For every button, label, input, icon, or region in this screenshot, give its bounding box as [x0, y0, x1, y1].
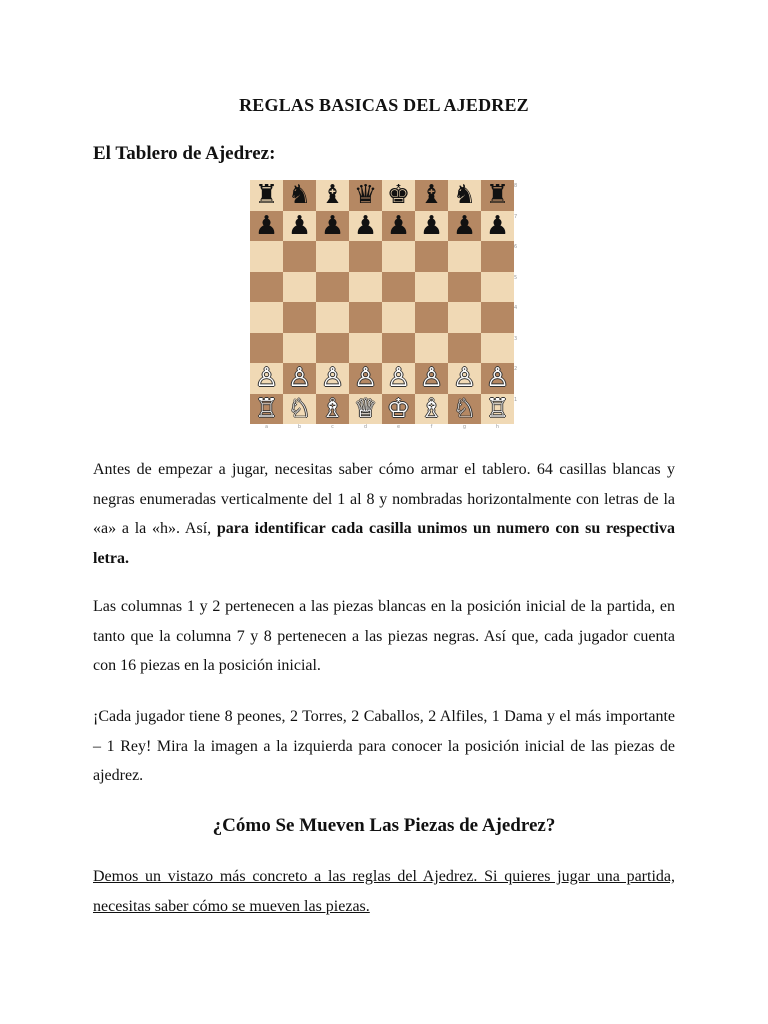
chess-piece-icon: ♟	[452, 210, 477, 241]
rank-label: 2	[514, 366, 518, 372]
board-square-g3	[448, 333, 481, 364]
board-square-d6	[349, 241, 382, 272]
file-labels	[250, 424, 514, 430]
board-square-d5	[349, 272, 382, 303]
rank-labels	[514, 180, 520, 424]
section-heading: El Tablero de Ajedrez:	[93, 143, 276, 164]
board-square-b1	[283, 394, 316, 425]
board-square-h3	[481, 333, 514, 364]
chess-piece-icon: ♙	[485, 363, 510, 394]
board-square-a6	[250, 241, 283, 272]
board-square-c3	[316, 333, 349, 364]
file-label: a	[264, 424, 269, 430]
file-label: e	[396, 424, 401, 430]
chess-piece-icon: ♗	[320, 393, 345, 424]
file-label: h	[495, 424, 500, 430]
paragraph-moves-intro: Demos un vistazo más concreto a las reglas del Ajedrez. Si quieres jugar una partida, necesitas saber cómo se mueven las piezas.	[93, 868, 675, 915]
board-square-e1	[382, 394, 415, 425]
document-title: REGLAS BASICAS DEL AJEDREZ	[239, 95, 529, 115]
board-square-h4	[481, 302, 514, 333]
board-square-b7	[283, 211, 316, 242]
board-square-a7	[250, 211, 283, 242]
chess-piece-icon: ♙	[386, 363, 411, 394]
chess-piece-icon: ♟	[254, 210, 279, 241]
chess-piece-icon: ♙	[287, 363, 312, 394]
board-square-c4	[316, 302, 349, 333]
chess-piece-icon: ♕	[353, 393, 378, 424]
p1-text-c: . 64 casillas blancas y negras enumeradas verticalmente del 1 al 8 y nombradas horizontalmente con letras de la «a» a la «h». Así,	[93, 461, 675, 537]
chess-piece-icon: ♚	[386, 180, 411, 211]
board-square-g2	[448, 363, 481, 394]
board-square-a2	[250, 363, 283, 394]
board-square-c1	[316, 394, 349, 425]
board-square-b3	[283, 333, 316, 364]
board-square-a1	[250, 394, 283, 425]
chess-piece-icon: ♝	[419, 180, 444, 211]
board-square-d7	[349, 211, 382, 242]
board-square-d4	[349, 302, 382, 333]
chess-piece-icon: ♜	[254, 180, 279, 211]
board-square-b4	[283, 302, 316, 333]
rank-label: 6	[514, 244, 518, 250]
board-square-f1	[415, 394, 448, 425]
chess-piece-icon: ♟	[353, 210, 378, 241]
chess-piece-icon: ♙	[320, 363, 345, 394]
board-square-e2	[382, 363, 415, 394]
board-square-h8	[481, 180, 514, 211]
rank-label: 8	[514, 183, 518, 189]
board-square-b2	[283, 363, 316, 394]
chess-piece-icon: ♟	[287, 210, 312, 241]
board-square-f2	[415, 363, 448, 394]
chess-piece-icon: ♖	[485, 393, 510, 424]
board-square-b5	[283, 272, 316, 303]
board-square-e5	[382, 272, 415, 303]
board-square-c8	[316, 180, 349, 211]
chess-piece-icon: ♟	[419, 210, 444, 241]
board-square-e8	[382, 180, 415, 211]
rank-label: 5	[514, 274, 518, 281]
chess-piece-icon: ♞	[287, 180, 312, 211]
board-square-f6	[415, 241, 448, 272]
board-square-c2	[316, 363, 349, 394]
paragraph-pieces: ¡Cada jugador tiene 8 peones, 2 Torres, 2 Caballos, 2 Alfiles, 1 Dama y el más importante – 1 Rey! Mira la imagen a la izquierda para conocer la posición inicial de las piezas de ajedrez.	[93, 708, 675, 784]
board-square-e3	[382, 333, 415, 364]
board-square-b8	[283, 180, 316, 211]
file-label: d	[363, 424, 368, 430]
board-square-f5	[415, 272, 448, 303]
paragraph-columns: Las columnas 1 y 2 pertenecen a las piezas blancas en la posición inicial de la partida, en tanto que la columna 7 y 8 pertenecen a las piezas negras. Así que, cada jugador cuenta con 16 piezas en la posición inicial.	[93, 598, 675, 674]
chess-piece-icon: ♙	[254, 363, 279, 394]
chess-piece-icon: ♜	[485, 180, 510, 211]
board-square-g4	[448, 302, 481, 333]
chess-piece-icon: ♘	[452, 393, 477, 424]
chess-piece-icon: ♖	[254, 393, 279, 424]
board-square-e6	[382, 241, 415, 272]
p1-text-a: Antes de empezar a jugar, necesitas saber cómo	[93, 461, 421, 478]
board-square-a4	[250, 302, 283, 333]
board-square-c7	[316, 211, 349, 242]
chessboard-image	[250, 180, 518, 428]
chess-piece-icon: ♟	[386, 210, 411, 241]
board-square-h1	[481, 394, 514, 425]
board-square-d1	[349, 394, 382, 425]
rank-label: 4	[514, 305, 518, 311]
board-square-c6	[316, 241, 349, 272]
board-square-f3	[415, 333, 448, 364]
chessboard-grid	[250, 180, 514, 424]
board-square-g5	[448, 272, 481, 303]
rank-label: 3	[514, 335, 518, 342]
board-square-h2	[481, 363, 514, 394]
board-square-d8	[349, 180, 382, 211]
chess-piece-icon: ♙	[419, 363, 444, 394]
p1-text-d: para identificar cada casilla unimos un numero con su respectiva letra.	[93, 520, 675, 567]
board-square-a5	[250, 272, 283, 303]
chess-piece-icon: ♛	[353, 180, 378, 211]
board-square-e4	[382, 302, 415, 333]
chess-piece-icon: ♘	[287, 393, 312, 424]
rank-label: 1	[514, 396, 518, 403]
board-square-c5	[316, 272, 349, 303]
board-square-h6	[481, 241, 514, 272]
chess-piece-icon: ♙	[452, 363, 477, 394]
p1-text-b: armar el tablero	[420, 461, 527, 478]
chess-piece-icon: ♙	[353, 363, 378, 394]
chess-piece-icon: ♝	[320, 180, 345, 211]
subheading-moves: ¿Cómo Se Mueven Las Piezas de Ajedrez?	[212, 815, 556, 836]
board-square-g7	[448, 211, 481, 242]
board-square-f7	[415, 211, 448, 242]
board-square-h5	[481, 272, 514, 303]
board-square-a8	[250, 180, 283, 211]
file-label: c	[331, 424, 334, 430]
board-square-a3	[250, 333, 283, 364]
board-square-e7	[382, 211, 415, 242]
rank-label: 7	[514, 213, 518, 220]
board-square-f4	[415, 302, 448, 333]
board-square-g8	[448, 180, 481, 211]
board-square-f8	[415, 180, 448, 211]
file-label: f	[430, 424, 433, 430]
chess-piece-icon: ♔	[386, 393, 411, 424]
board-square-h7	[481, 211, 514, 242]
board-square-b6	[283, 241, 316, 272]
board-square-g1	[448, 394, 481, 425]
chess-piece-icon: ♞	[452, 180, 477, 211]
board-square-d3	[349, 333, 382, 364]
chess-piece-icon: ♟	[485, 210, 510, 241]
chess-piece-icon: ♗	[419, 393, 444, 424]
board-square-d2	[349, 363, 382, 394]
file-label: g	[462, 424, 467, 430]
chess-piece-icon: ♟	[320, 210, 345, 241]
paragraph-board-intro	[93, 455, 675, 573]
file-label: b	[297, 424, 302, 430]
board-square-g6	[448, 241, 481, 272]
